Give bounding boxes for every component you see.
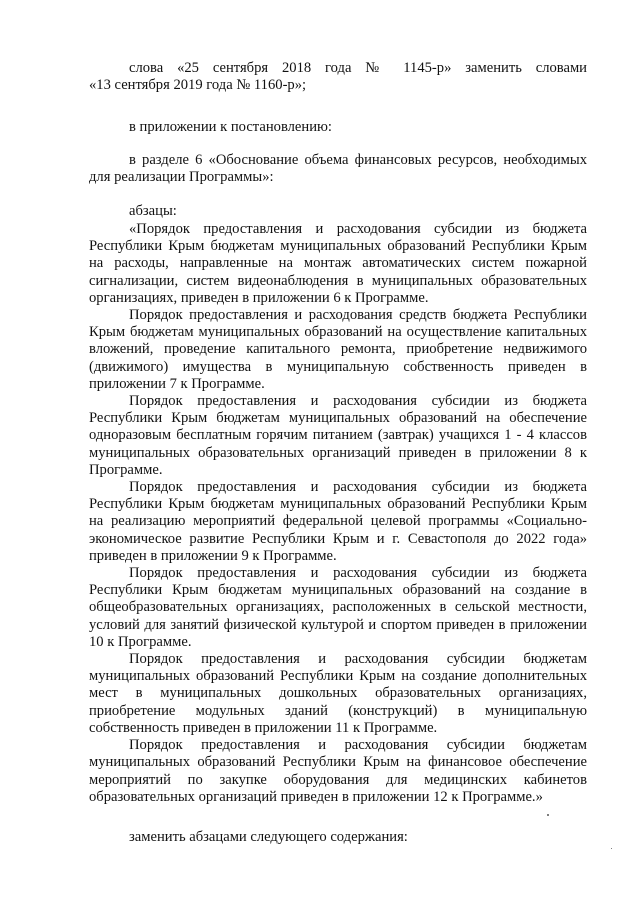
section-line-1: в разделе 6 «Обоснование объема финансовых ресурсов, необходимых — [129, 152, 587, 168]
paragraph-5: Порядок предоставления и расходования субсидии из бюджета Республики Крым бюджетам муниципальных образований на создание в общеобразовательных организациях, расположенных в сельской местности, условий для занятий физической культурой и спортом приведен в приложении 10 к Программе. — [89, 565, 587, 650]
paragraphs-label: абзацы: — [129, 203, 177, 219]
scan-speck — [547, 814, 549, 816]
intro-line-1: слова «25 сентября 2018 года № 1145-р» заменить словами — [129, 60, 587, 76]
paragraph-3: Порядок предоставления и расходования субсидии из бюджета Республики Крым бюджетам муниципальных образований на обеспечение одноразовым бесплатным горячим питанием (завтрак) учащихся 1 - 4 классов муниципальных образовательных организаций приведен в приложении 8 к Программе. — [89, 393, 587, 478]
appendix-line: в приложении к постановлению: — [129, 119, 332, 135]
paragraphs-block — [89, 221, 587, 806]
appendix-block — [89, 119, 587, 136]
intro-block — [89, 60, 587, 94]
section-block — [89, 152, 587, 186]
scan-speck — [611, 848, 612, 849]
paragraph-4: Порядок предоставления и расходования субсидии из бюджета Республики Крым бюджетам муниципальных образований Республики Крым на реализацию мероприятий федеральной целевой программы «Социально-экономическое развитие Республики Крым и г. Севастополя до 2022 года» приведен в приложении 9 к Программе. — [89, 479, 587, 564]
paragraph-6: Порядок предоставления и расходования субсидии бюджетам муниципальных образований Республики Крым на создание дополнительных мест в муниципальных дошкольных образовательных организациях, приобретение модульных зданий (конструкций) в муниципальную собственность приведен в приложении 11 к Программе. — [89, 651, 587, 736]
paragraph-7: Порядок предоставления и расходования субсидии бюджетам муниципальных образований Республики Крым на финансовое обеспечение мероприятий по закупке оборудования для медицинских кабинетов образовательных организаций приведен в приложении 12 к Программе.» — [89, 737, 587, 805]
intro-line-2: «13 сентября 2019 года № 1160-р»; — [89, 77, 307, 94]
section-line-2: для реализации Программы»: — [89, 169, 274, 186]
replace-block — [89, 829, 587, 846]
paragraph-2: Порядок предоставления и расходования средств бюджета Республики Крым бюджетам муниципальных образований на осуществление капитальных вложений, проведение капитального ремонта, приобретение недвижимого (движимого) имущества в муниципальную собственность приведен в приложении 7 к Программе. — [89, 307, 587, 392]
paragraphs-label-block — [89, 203, 587, 220]
paragraph-1: «Порядок предоставления и расходования субсидии из бюджета Республики Крым бюджетам муниципальных образований Республики Крым на расходы, направленные на монтаж автоматических систем пожарной сигнализации, систем видеонаблюдения в муниципальных образовательных организациях, приведен в приложении 6 к Программе. — [89, 221, 587, 306]
replace-line: заменить абзацами следующего содержания: — [129, 829, 408, 845]
